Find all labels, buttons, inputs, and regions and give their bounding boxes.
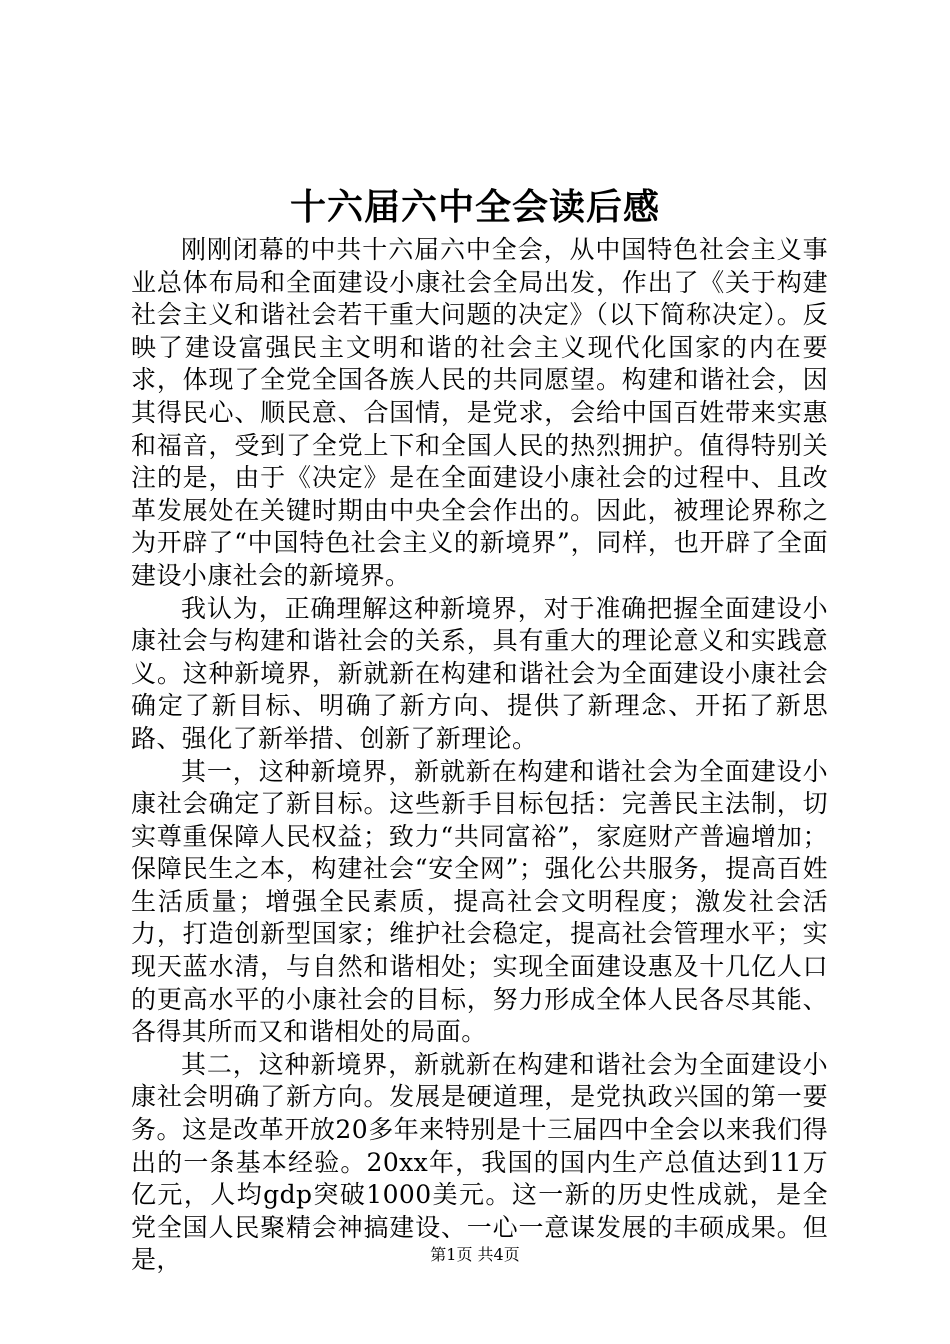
paragraph: 其一，这种新境界，新就新在构建和谐社会为全面建设小康社会确定了新目标。这些新手目标包括：完善民主法制，切实尊重保障人民权益；致力“共同富裕”，家庭财产普遍增加；保障民生之本，构建社会“安全网”；强化公共服务，提高百姓生活质量；增强全民素质，提高社会文明程度；激发社会活力，打造创新型国家；维护社会稳定，提高社会管理水平；实现天蓝水清，与自然和谐相处；实现全面建设惠及十几亿人口的更高水平的小康社会的目标，努力形成全体人民各尽其能、各得其所而又和谐相处的局面。 xyxy=(131,756,828,1047)
paragraph: 其二，这种新境界，新就新在构建和谐社会为全面建设小康社会明确了新方向。发展是硬道理，是党执政兴国的第一要务。这是改革开放20多年来特别是十三届四中全会以来我们得出的一条基本经验。20xx年，我国的国内生产总值达到11万亿元，人均gdp突破1000美元。这一新的历史性成就，是全党全国人民聚精会神搞建设、一心一意谋发展的丰硕成果。但是， xyxy=(131,1049,828,1275)
document-title: 十六届六中全会读后感 xyxy=(289,186,660,228)
paragraph: 刚刚闭幕的中共十六届六中全会，从中国特色社会主义事业总体布局和全面建设小康社会全局出发，作出了《关于构建社会主义和谐社会若干重大问题的决定》（以下简称决定）。反映了建设富强民主文明和谐的社会主义现代化国家的内在要求，体现了全党全国各族人民的共同愿望。构建和谐社会，因其得民心、顺民意、合国情，是党求，会给中国百姓带来实惠和福音，受到了全党上下和全国人民的热烈拥护。值得特别关注的是，由于《决定》是在全面建设小康社会的过程中、且改革发展处在关键时期由中央全会作出的。因此，被理论界称之为开辟了“中国特色社会主义的新境界”，同样，也开辟了全面建设小康社会的新境界。 xyxy=(131,235,828,590)
document-body xyxy=(131,234,828,1277)
paragraph: 我认为，正确理解这种新境界，对于准确把握全面建设小康社会与构建和谐社会的关系，具有重大的理论意义和实践意义。这种新境界，新就新在构建和谐社会为全面建设小康社会确定了新目标、明确了新方向、提供了新理念、开拓了新思路、强化了新举措、创新了新理论。 xyxy=(131,593,828,753)
page-number-footer: 第1页 共4页 xyxy=(430,1245,520,1264)
